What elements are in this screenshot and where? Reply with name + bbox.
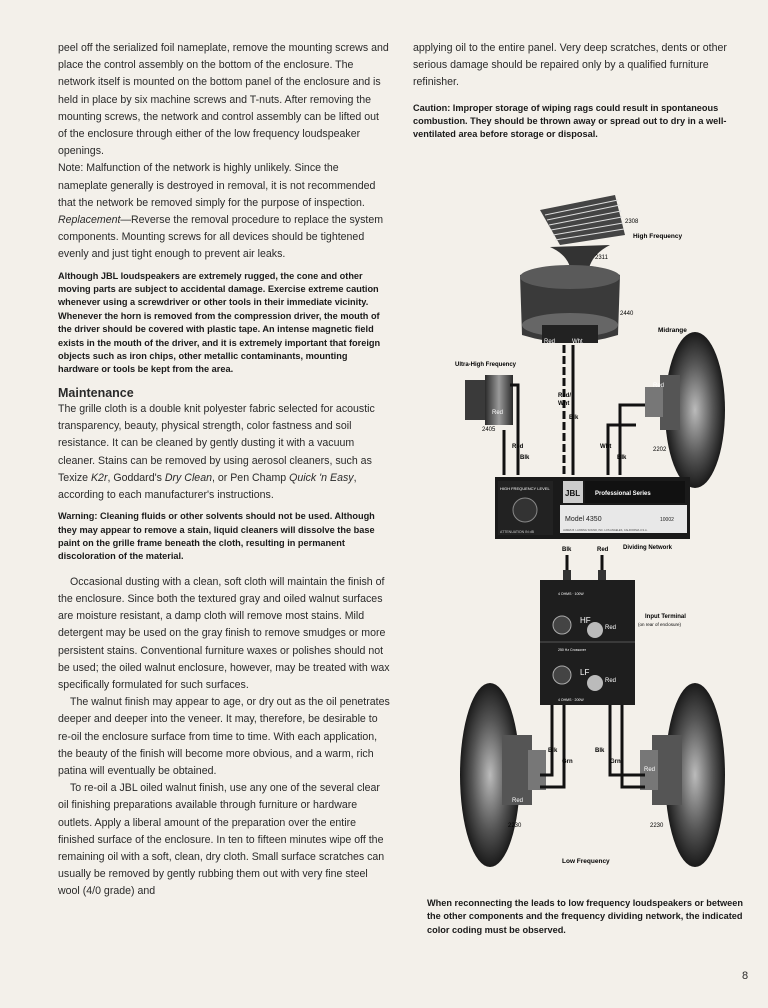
label-2202: 2202	[653, 447, 667, 453]
lf-terminal: LF	[580, 668, 590, 677]
label-red-wht-1: Red/	[558, 393, 572, 399]
label-grn-lf-right: Grn	[610, 759, 621, 765]
network-crossover: 250 Hz Crossover	[558, 648, 587, 652]
right-column	[413, 40, 733, 142]
label-red-net: Red	[597, 547, 609, 553]
paragraph-dusting: Occasional dusting with a clean, soft cloth will maintain the finish of the enclosure. Since both the textured gray and oiled walnut surfaces are moisture resistant, a damp cloth will remove most stains. Mild detergent may be used on the gray finish to remove smudges or more persistent stains. Conventional furniture waxes or polishes should not be used; the oiled walnut enclosure, however, may be treated with wax specifically formulated for such surfaces.	[58, 575, 390, 691]
label-wht-top: Wht	[572, 339, 583, 345]
paragraph-replacement	[58, 212, 390, 264]
professional-series: Professional Series	[595, 491, 651, 497]
paragraph-grille	[58, 401, 390, 504]
label-red-lf-left: Red	[512, 798, 524, 804]
label-2230-left: 2230	[508, 823, 522, 829]
attenuation-label: ATTENUATION IN dB	[500, 530, 534, 534]
warning-rugged: Although JBL loudspeakers are extremely rugged, the cone and other moving parts are subject to accidental damage. Exercise extreme caution whenever using a screwdriver or other tools in their immediate vicinity. Whenever the horn is removed from the compression driver, the mouth of the driver should be covered with plastic tape. An intense magnetic field exists in the mouth of the driver, and it is extremely important that foreign objects such as iron chips, other metallic contaminants, mounting hardware or tools be kept from the area.	[58, 270, 381, 375]
label-red-uhf: Red	[492, 410, 504, 416]
fine-print: JAMES B. LANSING SOUND, INC. LOS ANGELES, CALIFORNIA U.S.A.	[563, 529, 648, 532]
midrange-speaker	[645, 332, 725, 488]
label-grn-lf-left: Grn	[562, 759, 573, 765]
lf-red-label: Red	[605, 678, 617, 684]
caution-rags: Caution: Improper storage of wiping rags could result in spontaneous combustion. They should be thrown away or spread out to dry in a well-ventilated area before storage or disposal.	[413, 102, 727, 140]
paragraph-reoil: To re-oil a JBL oiled walnut finish, use any one of the several clear oil finishing preparations available through furniture or hardware outlets. Apply a liberal amount of the preparation over the entire finished surface of the enclosure. In ten to fifteen minutes wipe off the remaining oil with a soft, clean, dry cloth. Small surface scratches can usually be removed by gently rubbing them out with very fine steel wool (4/0 grade) and	[58, 782, 385, 898]
label-wht-right: Wht	[600, 444, 612, 450]
low-frequency-speaker-left	[460, 683, 546, 867]
label-midrange: Midrange	[658, 327, 687, 334]
paragraph-note: Note: Malfunction of the network is highly unlikely. Since the nameplate generally is destroyed in removal, it is not recommended that the network be removed simply for the purpose of inspection.	[58, 162, 376, 209]
paragraph-walnut: The walnut finish may appear to age, or dry out as the oil penetrates deeper and deeper into the veneer. It may, therefore, be desirable to re-oil the enclosure surface from time to time. With each application, the beauty of the finish will become more obvious, and a warm, rich patina will eventually be obtained.	[58, 696, 390, 777]
grille-text-d: , according to each manufacturer's instructions.	[58, 471, 357, 501]
paragraph-refinish: applying oil to the entire panel. Very deep scratches, dents or other serious damage should be repaired only by a qualified furniture refinisher.	[413, 42, 727, 89]
ultra-high-frequency-driver	[455, 362, 517, 425]
label-2405: 2405	[482, 427, 496, 433]
label-red-wht-2: Wht	[558, 401, 570, 407]
brand-k2r: K2r	[90, 471, 108, 484]
network-rating-hf: 4 OHMS · 100W	[558, 592, 584, 596]
wiring-diagram	[440, 175, 750, 890]
label-input-sub: (on rear of enclosure)	[638, 622, 682, 627]
label-2230-right: 2230	[650, 823, 664, 829]
paragraph-removal: peel off the serialized foil nameplate, remove the mounting screws and place the control assembly on the bottom of the enclosure. The network itself is mounted on the bottom panel of the enclosure and is held in place by six machine screws and T-nuts. After removing the mounting screws, the network and control assembly can be lifted out of the enclosure through either of the low frequency loudspeaker openings.	[58, 42, 389, 158]
panel-title: HIGH FREQUENCY LEVEL	[500, 486, 550, 491]
label-dividing-network: Dividing Network	[623, 545, 673, 551]
grille-text-a: The grille cloth is a double knit polyester fabric selected for acoustic transparency, beauty, physical strength, color fastness and soil resistance. It can be cleaned by gently dusting it with a vacuum cleaner. Stains can be removed by using aerosol cleaners, such as Texize	[58, 402, 375, 484]
label-blk-lf-right: Blk	[595, 748, 605, 754]
grille-text-b: , Goddard's	[107, 471, 165, 484]
label-blk-lf-left: Blk	[548, 748, 558, 754]
label-red-left: Red	[512, 444, 524, 450]
grille-text-c: , or Pen Champ	[211, 471, 290, 484]
maintenance-heading: Maintenance	[58, 385, 134, 400]
label-input-terminal: Input Terminal	[645, 614, 686, 620]
brand-dry-clean: Dry Clean	[164, 471, 212, 484]
brand-quick-n-easy: Quick 'n Easy	[289, 471, 354, 484]
label-blk-left: Blk	[520, 455, 530, 461]
label-high-frequency: High Frequency	[633, 233, 683, 240]
label-ultra-high: Ultra-High Frequency	[455, 362, 517, 368]
replacement-label: Replacement	[58, 214, 121, 227]
hf-red-label: Red	[605, 625, 617, 631]
label-2311: 2311	[595, 255, 608, 261]
midrange-driver	[520, 265, 620, 343]
label-red-top: Red	[544, 339, 556, 345]
label-2440: 2440	[620, 311, 634, 317]
page-number: 8	[742, 970, 749, 982]
label-2308: 2308	[625, 219, 639, 225]
left-column	[58, 40, 390, 901]
diagram-caption: When reconnecting the leads to low frequency loudspeakers or between the other components and the frequency dividing network, the indicated color coding must be observed.	[427, 898, 744, 935]
label-low-frequency: Low Frequency	[562, 858, 610, 865]
warning-solvents: Warning: Cleaning fluids or other solvents should not be used. Although they may appear to remove a stain, liquid cleaners will dissolve the base paint on the grille frame beneath the cloth, resulting in permanent discoloration of the material.	[58, 511, 375, 562]
serial-number: 10002	[660, 517, 674, 523]
label-blk-right: Blk	[617, 455, 627, 461]
label-red-lf-right: Red	[644, 767, 656, 773]
jbl-logo: JBL	[565, 489, 581, 498]
label-blk-center: Blk	[569, 415, 579, 421]
model-number: Model 4350	[565, 516, 602, 523]
input-leads	[567, 555, 602, 580]
label-red-mid: Red	[653, 383, 665, 389]
lower-wires	[540, 705, 645, 787]
low-frequency-speaker-right	[640, 683, 725, 867]
crossover-network	[540, 580, 635, 705]
replacement-text: —Reverse the removal procedure to replace the system components. Mounting screws for all devices should be tightened evenly and just tight enough to prevent air leaks.	[58, 214, 384, 261]
hf-terminal: HF	[580, 616, 591, 625]
label-blk-net: Blk	[562, 547, 572, 553]
network-rating-lf: 4 OHMS · 200W	[558, 698, 584, 702]
